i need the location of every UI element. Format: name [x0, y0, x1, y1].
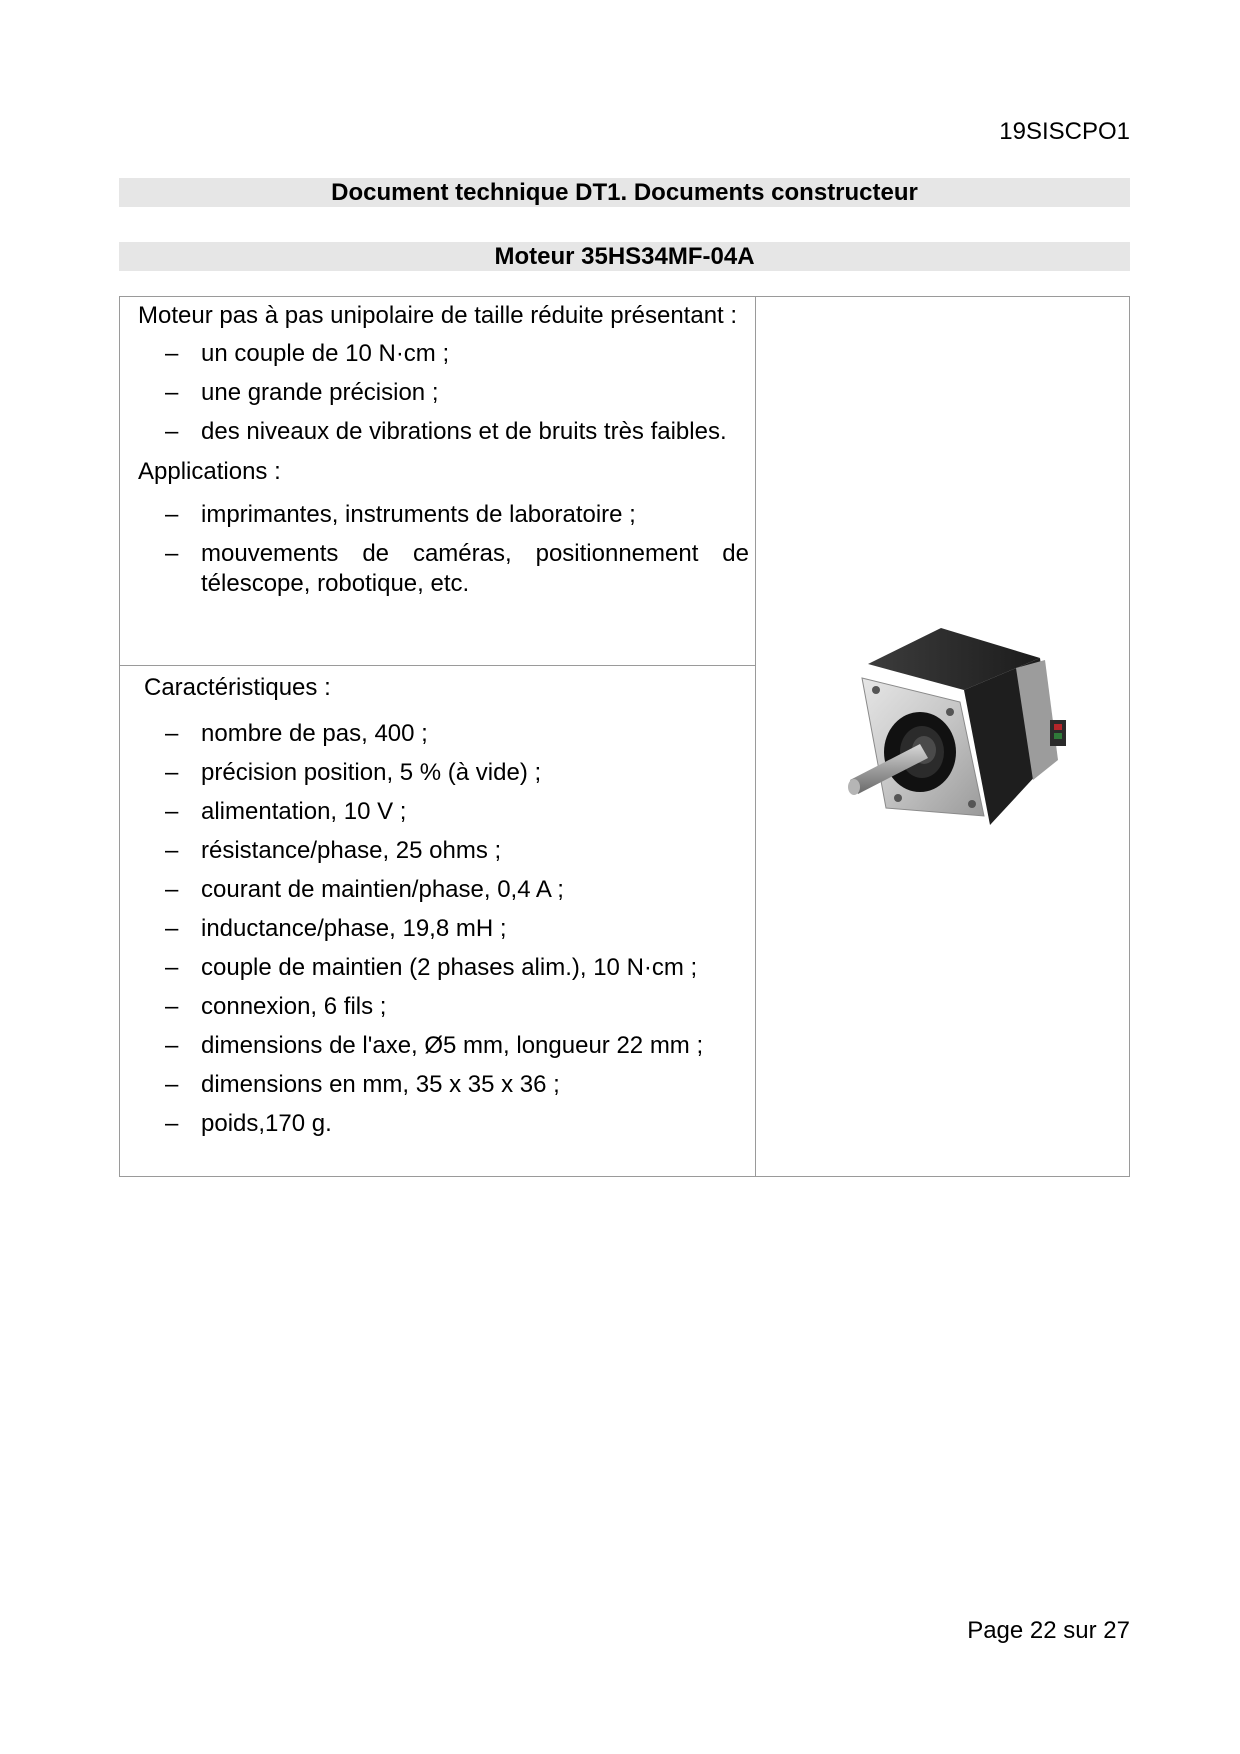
list-item: – dimensions de l'axe, Ø5 mm, longueur 22 mm ;: [165, 1032, 704, 1059]
intro-paragraph: Moteur pas à pas unipolaire de taille réduite présentant :: [138, 302, 738, 329]
bullet-dash: –: [165, 340, 179, 367]
list-item: – inductance/phase, 19,8 mH ;: [165, 915, 507, 942]
list-item: – courant de maintien/phase, 0,4 A ;: [165, 876, 564, 903]
subsection-title: Moteur 35HS34MF-04A: [119, 242, 1130, 271]
bullet-dash: –: [165, 759, 179, 786]
list-item: – mouvements de caméras, positionnement de télescope, robotique, etc.: [165, 540, 749, 597]
applications-title: Applications :: [138, 458, 281, 485]
list-item: – poids,170 g.: [165, 1110, 332, 1137]
row-divider: [120, 665, 756, 666]
characteristics-list: [138, 719, 749, 1139]
list-item: – couple de maintien (2 phases alim.), 10 N·cm ;: [165, 954, 698, 981]
list-item: – dimensions en mm, 35 x 35 x 36 ;: [165, 1071, 560, 1098]
bullet-dash: –: [165, 379, 179, 406]
bullet-dash: –: [165, 1071, 179, 1098]
stepper-motor-image: [840, 620, 1080, 860]
bullet-dash: –: [165, 915, 179, 942]
characteristics-cell: [138, 673, 749, 1139]
section-title: Document technique DT1. Documents constructeur: [119, 178, 1130, 207]
list-item: – alimentation, 10 V ;: [165, 798, 407, 825]
list-item: – une grande précision ;: [165, 379, 439, 406]
page-number: Page 22 sur 27: [967, 1617, 1130, 1644]
list-item: – un couple de 10 N·cm ;: [165, 340, 450, 367]
list-item: – résistance/phase, 25 ohms ;: [165, 837, 502, 864]
bullet-dash: –: [165, 418, 179, 445]
list-item: – nombre de pas, 400 ;: [165, 720, 428, 747]
list-item: – précision position, 5 % (à vide) ;: [165, 759, 542, 786]
bullet-dash: –: [165, 798, 179, 825]
bullet-dash: –: [165, 540, 179, 567]
list-item: – des niveaux de vibrations et de bruits très faibles.: [165, 418, 727, 445]
bullet-dash: –: [165, 993, 179, 1020]
bullet-dash: –: [165, 1110, 179, 1137]
characteristics-title: Caractéristiques :: [144, 674, 331, 701]
bullet-dash: –: [165, 720, 179, 747]
intro-cell: [138, 301, 749, 599]
applications-list: [138, 500, 749, 599]
bullet-dash: –: [165, 1032, 179, 1059]
bullet-dash: –: [165, 837, 179, 864]
document-code: 19SISCPO1: [999, 118, 1130, 145]
list-item: – connexion, 6 fils ;: [165, 993, 387, 1020]
bullet-dash: –: [165, 501, 179, 528]
column-divider: [755, 297, 756, 1176]
bullet-dash: –: [165, 954, 179, 981]
intro-list: [138, 339, 749, 447]
list-item: – imprimantes, instruments de laboratoire ;: [165, 501, 636, 528]
bullet-dash: –: [165, 876, 179, 903]
